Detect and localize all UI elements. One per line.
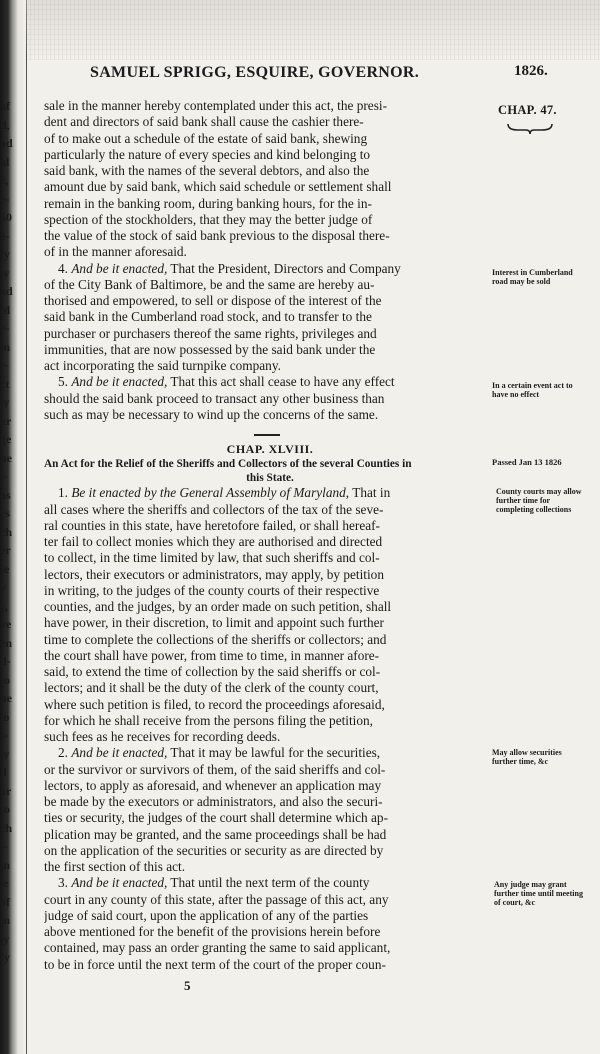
text-line: act incorporating the said turnpike company. [44,358,281,373]
text-line: such fees as he receives for recording deeds. [44,729,281,744]
binding-edge [26,0,27,1054]
text-line: lectors, their executors or administrators, may apply, by petition [44,566,384,582]
text-line: should the said bank proceed to transact any other business than [44,390,385,406]
text-line: remain in the banking room, during banking hours, for the in- [44,195,372,211]
text-line: on the application of the securities or security as are directed by [44,842,384,858]
margin-note-cumberland: Interest in Cumberland road may be sold [492,268,573,286]
text-line: plication may be granted, and the same proceedings shall be had [44,826,387,842]
text-line: ties or security, the judges of the court shall determine which ap- [44,810,389,826]
bleed-fragment: ch [0,820,12,835]
text-line: lectors, to apply as aforesaid, and whenever an application may [44,777,382,793]
facing-page-bleed [0,0,20,1054]
bleed-fragment: to [0,802,10,816]
text-line: to collect, in the time limited by law, that such sheriffs and col- [44,550,380,566]
bleed-fragment: il- [0,654,11,668]
chapter-heading: CHAP. XLVIII. [226,442,314,456]
page-top-speckle [26,0,600,60]
section-3-first-line: 3. And be it enacted, That until the next term of the county [58,875,370,891]
margin-note-any-judge: Any judge may grant further time until meeting of court, &c [494,880,583,907]
bleed-fragment: or [0,783,12,798]
bleed-fragment: io [0,709,10,724]
bleed-fragment: e, [0,173,9,187]
bleed-fragment: of [0,894,10,909]
section-2 [44,762,496,876]
bleed-fragment: ar [0,413,12,428]
section-1-first-line: 1. Be it enacted by the General Assembly of Maryland, That in [58,485,391,501]
text-line: time to complete the collections of the sheriffs or collectors; and [44,631,387,647]
text-line: of to make out a schedule of the estate of said bank, shewing [44,130,368,146]
section-1 [44,502,496,746]
running-head: SAMUEL SPRIGG, ESQUIRE, GOVERNOR. [90,64,420,81]
bleed-fragment: -e [0,561,10,576]
bleed-fragment: s, [0,598,8,613]
bleed-fragment: 50 [0,210,12,224]
bleed-fragment: ty [0,247,10,261]
text-line: for which he shall receive from the persons filing the petition, [44,712,374,728]
margin-note-no-effect: In a certain event act to have no effect [492,381,573,399]
text-line: purchaser or purchasers thereof the same rights, privileges and [44,325,377,341]
text-line: the court shall have power, from time to time, in manner afore- [44,647,380,663]
brace-icon [506,122,554,136]
page-year: 1826. [514,63,548,79]
text-line: above mentioned for the benefit of the provisions herein before [44,924,381,939]
bleed-fragment: s- [0,728,9,742]
text-line: ral counties in this state, have heretofore failed, or shall hereaf- [44,517,380,533]
bleed-fragment: i- [0,469,8,483]
bleed-fragment: ie [0,876,9,890]
bleed-fragment: i- [0,839,8,853]
text-line: lectors; and it shall be the duty of the clerk of the county court, [44,680,379,696]
text-line: thorised and empowered, to sell or dispose of the interest of the [44,293,382,308]
text-line: said, to extend the time of collection by the said sheriffs or col- [44,664,381,679]
bleed-fragment: al [0,154,10,169]
bleed-fragment: ly [0,265,10,280]
section-3 [44,892,496,973]
bleed-fragment: ct [0,376,10,391]
section-4 [44,277,496,375]
text-line: counties, and the judges, by an order made on such petition, shall [44,599,392,614]
bleed-fragment: y [0,580,6,594]
text-line: in writing, to the judges of the county courts of their respective [44,582,380,598]
bleed-fragment: ve [0,617,12,631]
bleed-fragment: ne [0,691,12,705]
bleed-fragment: to [0,672,10,687]
text-line: have power, in their discretion, to limit and appoint such further [44,615,384,631]
bleed-fragment: ad [0,136,13,150]
margin-note-securities: May allow securities further time, &c [492,748,562,766]
bleed-fragment: d, [0,117,10,132]
page-body [44,98,496,973]
margin-note-county-courts: County courts may allow further time for completing collections [496,487,582,514]
bleed-fragment: id [0,302,11,317]
bleed-fragment: in [0,339,11,354]
text-line: sale in the manner hereby contemplated under this act, the presi- [44,98,388,113]
bleed-fragment: en [0,635,12,650]
bleed-fragment: rs [0,506,10,520]
text-line: ter fail to collect monies which they are authorised and directed [44,534,383,549]
text-line: the value of the stock of said bank previous to the disposal there- [44,228,390,243]
text-line: where such petition is filed, to record the proceedings aforesaid, [44,696,385,712]
bleed-fragment: in [0,857,11,872]
text-line: to be in force until the next term of the court of the proper coun- [44,956,386,972]
text-line: be made by the executors or administrators, and also the securi- [44,794,383,809]
text-line: court in any county of this state, after the passage of this act, any [44,891,389,907]
text-line: all cases where the sheriffs and collectors of the tax of the seve- [44,501,384,517]
text-line: such as may be necessary to wind up the concerns of the same. [44,406,379,422]
text-line: judge of said court, upon the application of any of the parties [44,907,369,923]
bleed-fragment: il [0,765,7,779]
section-5 [44,391,496,424]
text-line: contained, may pass an order granting the same to said applicant, [44,940,391,956]
act-title-line-1: An Act for the Relief of the Sheriffs and Collectors of the several Counties in [44,458,412,471]
text-line: amount due by said bank, which said schedule or settlement shall [44,179,392,195]
bleed-fragment: ly [0,931,10,946]
bleed-fragment: ge [0,432,12,446]
text-line: said bank, with the names of the several debtors, and also the [44,163,370,178]
margin-passed-date: Passed Jan 13 1826 [492,457,562,467]
bleed-fragment: e- [0,321,10,335]
text-line: or the survivor or survivors of them, of the said sheriffs and col- [44,761,386,777]
bleed-fragment: in [0,913,11,927]
bleed-fragment: ty [0,950,10,964]
text-line: of the City Bank of Baltimore, be and the same are hereby au- [44,276,375,292]
text-line: particularly the nature of every species and kind belonging to [44,146,371,162]
text-line: said bank in the Cumberland road stock, and to transfer to the [44,309,372,325]
bleed-fragment: ly [0,395,10,409]
bleed-fragment: ne [0,450,12,465]
spacer [44,423,496,441]
margin-chapter-label: CHAP. 47. [498,103,557,117]
act-title-line-2: this State. [246,472,294,485]
bleed-fragment: er [0,543,11,557]
chap47-continuation [44,98,496,261]
text-line: the first section of this act. [44,859,186,874]
section-5-first-line: 5. And be it enacted, That this act shall cease to have any effect [58,374,395,390]
bleed-fragment: ly [0,746,10,761]
bleed-fragment: ad [0,284,13,298]
text-line: of in the manner aforesaid. [44,244,187,260]
bleed-fragment: as [0,487,11,502]
section-2-first-line: 2. And be it enacted, That it may be lawful for the securities, [58,745,381,761]
bleed-fragment: e- [0,191,10,206]
folio-signature: 5 [184,978,191,993]
section-4-first-line: 4. And be it enacted, That the President, Directors and Company [58,260,401,276]
bleed-fragment: r- [0,358,9,372]
text-line: dent and directors of said bank shall cause the cashier there- [44,114,364,130]
text-line: spection of the stockholders, that they may the better judge of [44,211,373,227]
bleed-fragment: of [0,99,10,113]
bleed-fragment: ch [0,524,12,539]
bleed-fragment: e- [0,228,10,243]
text-line: immunities, that are now possessed by the said bank under the [44,341,376,357]
